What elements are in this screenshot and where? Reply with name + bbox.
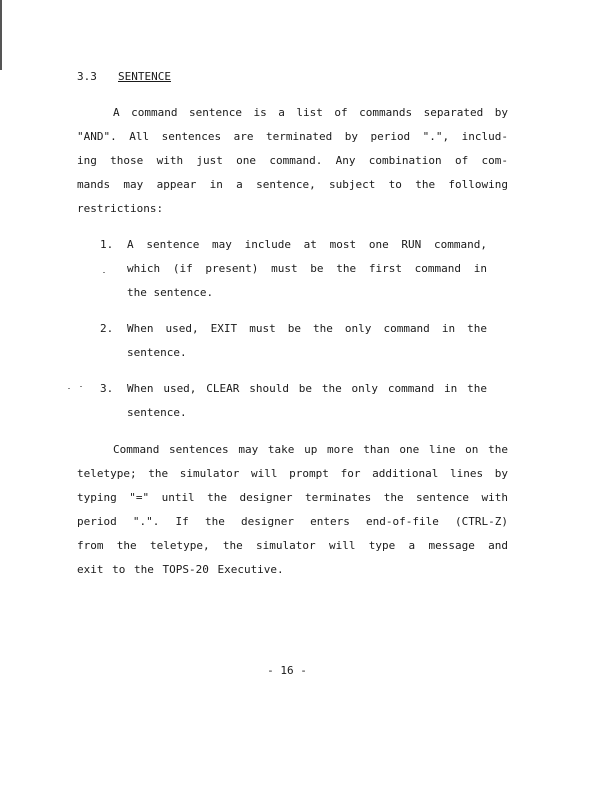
restriction-line: which (if present) must be the first command in [127, 262, 487, 275]
scan-speck [68, 388, 70, 389]
restriction-line: When used, CLEAR should be the only command in the [127, 382, 487, 395]
page-number: - 16 - [267, 664, 307, 677]
paragraph-line: mands may appear in a sentence, subject to the following [77, 178, 508, 191]
restriction-line: sentence. [127, 406, 187, 419]
section-title: SENTENCE [118, 70, 171, 83]
paragraph-line: typing "=" until the designer terminates the sentence with [77, 491, 508, 504]
restriction-number: 3. [100, 382, 114, 395]
restriction-number: 2. [100, 322, 114, 335]
section-number: 3.3 [77, 70, 97, 83]
paragraph-line: from the teletype, the simulator will type a message and [77, 539, 508, 552]
restriction-line: sentence. [127, 346, 187, 359]
paragraph-line: restrictions: [77, 202, 164, 215]
paragraph-line: "AND". All sentences are terminated by period ".", includ- [77, 130, 508, 143]
restriction-number: 1. [100, 238, 114, 251]
paragraph-line: A command sentence is a list of commands separated by [113, 106, 508, 119]
paragraph-line: Command sentences may take up more than one line on the [113, 443, 508, 456]
scan-speck [103, 272, 105, 273]
paragraph-line: teletype; the simulator will prompt for additional lines by [77, 467, 508, 480]
paragraph-line: period ".". If the designer enters end-of-file (CTRL-Z) [77, 515, 508, 528]
restriction-line: the sentence. [127, 286, 214, 299]
scan-speck [80, 386, 82, 387]
restriction-line: When used, EXIT must be the only command in the [127, 322, 487, 335]
paragraph-line: exit to the TOPS-20 Executive. [77, 563, 284, 576]
paragraph-line: ing those with just one command. Any combination of com- [77, 154, 508, 167]
scan-edge-mark [0, 0, 2, 70]
restriction-line: A sentence may include at most one RUN command, [127, 238, 487, 251]
